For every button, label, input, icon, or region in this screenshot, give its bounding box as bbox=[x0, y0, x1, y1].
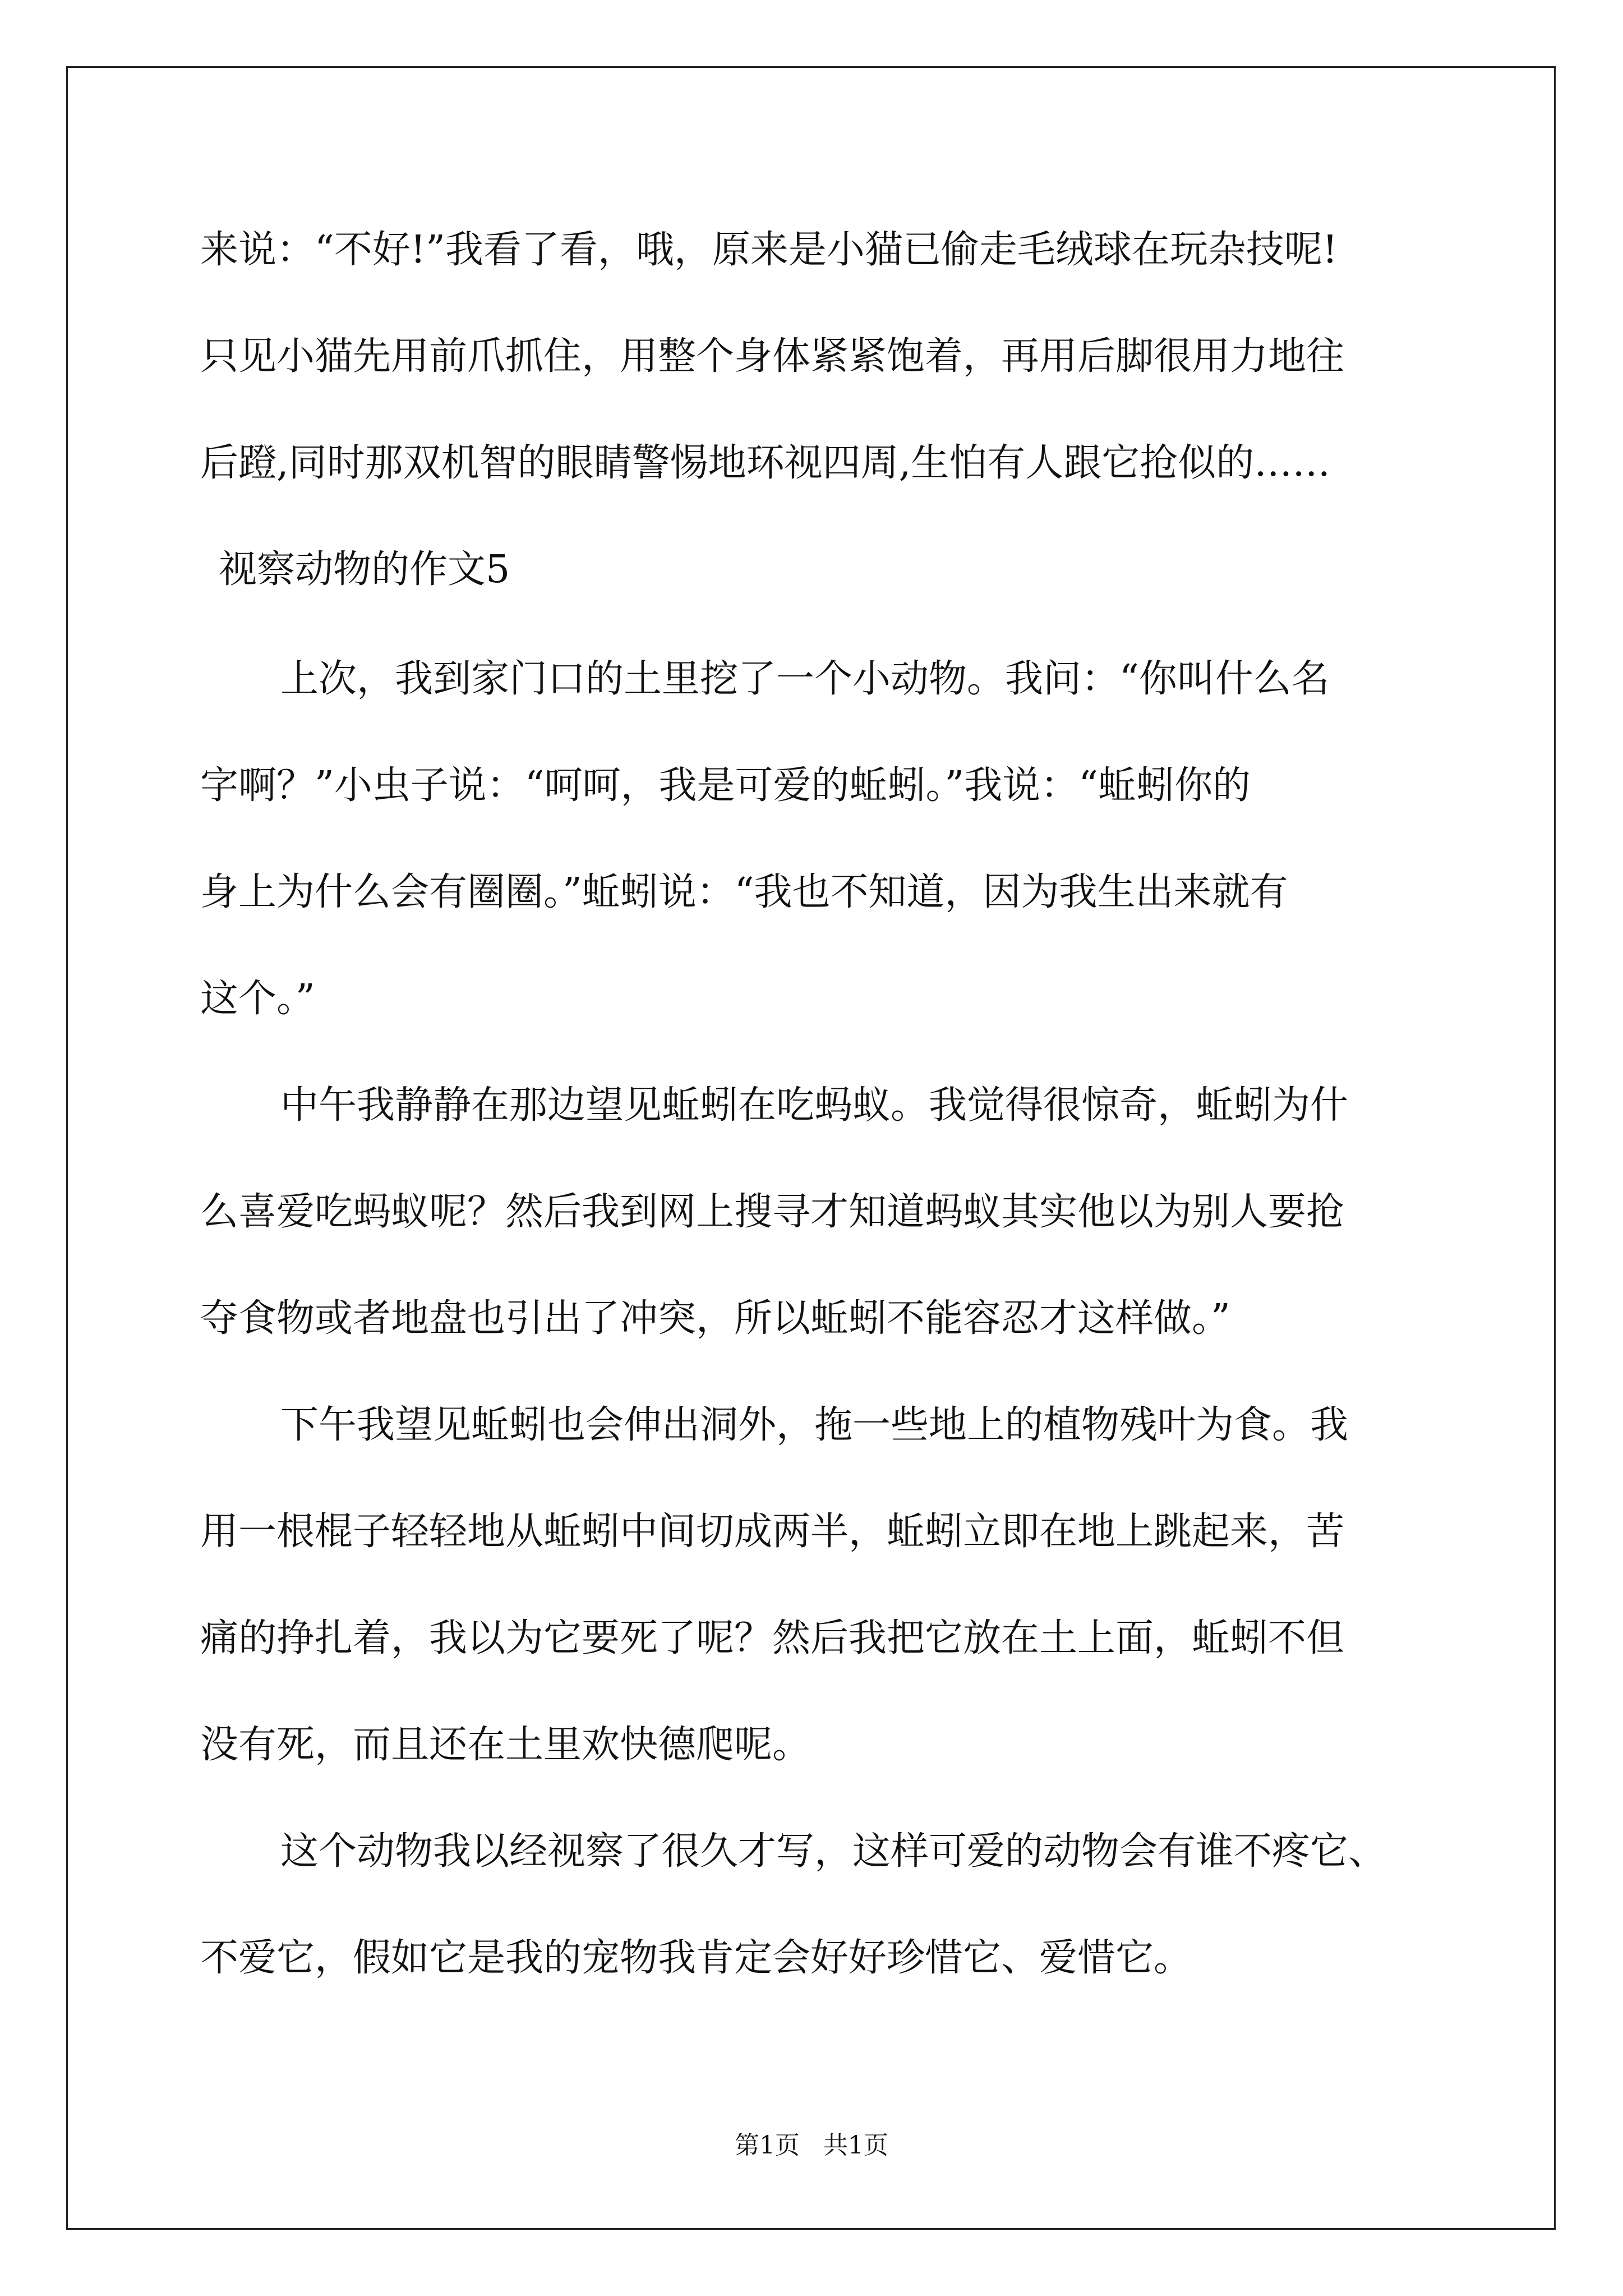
continuation-line-3: 后蹬,同时那双机智的眼睛警惕地环视四周,生怕有人跟它抢似的…… bbox=[200, 441, 1331, 485]
section-heading: 视察动物的作文5 bbox=[219, 547, 510, 592]
paragraph-2-line-1: 中午我静静在那边望见蚯蚓在吃蚂蚁。我觉得很惊奇，蚯蚓为什 bbox=[280, 1083, 1349, 1128]
continuation-line-1: 来说：“不好!”我看了看，哦，原来是小猫已偷走毛绒球在玩杂技呢! bbox=[200, 228, 1338, 272]
paragraph-1-line-3: 身上为什么会有圈圈。”蚯蚓说：“我也不知道，因为我生出来就有 bbox=[200, 870, 1288, 914]
paragraph-1-line-2: 字啊？”小虫子说：“呵呵，我是可爱的蚯蚓。”我说：“蚯蚓你的 bbox=[200, 763, 1251, 808]
paragraph-3-line-2: 用一根棍子轻轻地从蚯蚓中间切成两半，蚯蚓立即在地上跳起来，苦 bbox=[200, 1510, 1345, 1554]
paragraph-3-line-4: 没有死，而且还在土里欢快德爬呢。 bbox=[200, 1723, 811, 1767]
page-footer: 第1页 共1页 bbox=[735, 2131, 888, 2160]
paragraph-1-line-1: 上次，我到家门口的土里挖了一个小动物。我问：“你叫什么名 bbox=[280, 657, 1330, 701]
continuation-line-2: 只见小猫先用前爪抓住，用整个身体紧紧饱着，再用后脚很用力地往 bbox=[200, 334, 1345, 379]
paragraph-1-line-4: 这个。” bbox=[200, 977, 315, 1021]
paragraph-2-line-3: 夺食物或者地盘也引出了冲突，所以蚯蚓不能容忍才这样做。” bbox=[200, 1296, 1230, 1341]
paragraph-4-line-1: 这个动物我以经视察了很久才写，这样可爱的动物会有谁不疼它、 bbox=[280, 1829, 1387, 1874]
paragraph-3-line-3: 痛的挣扎着，我以为它要死了呢？然后我把它放在土上面，蚯蚓不但 bbox=[200, 1616, 1345, 1660]
paragraph-3-line-1: 下午我望见蚯蚓也会伸出洞外，拖一些地上的植物残叶为食。我 bbox=[280, 1403, 1349, 1447]
paragraph-4-line-2: 不爱它，假如它是我的宠物我肯定会好好珍惜它、爱惜它。 bbox=[200, 1936, 1192, 1980]
page-border bbox=[66, 66, 1556, 2230]
paragraph-2-line-2: 么喜爱吃蚂蚁呢？然后我到网上搜寻才知道蚂蚁其实他以为别人要抢 bbox=[200, 1190, 1345, 1234]
